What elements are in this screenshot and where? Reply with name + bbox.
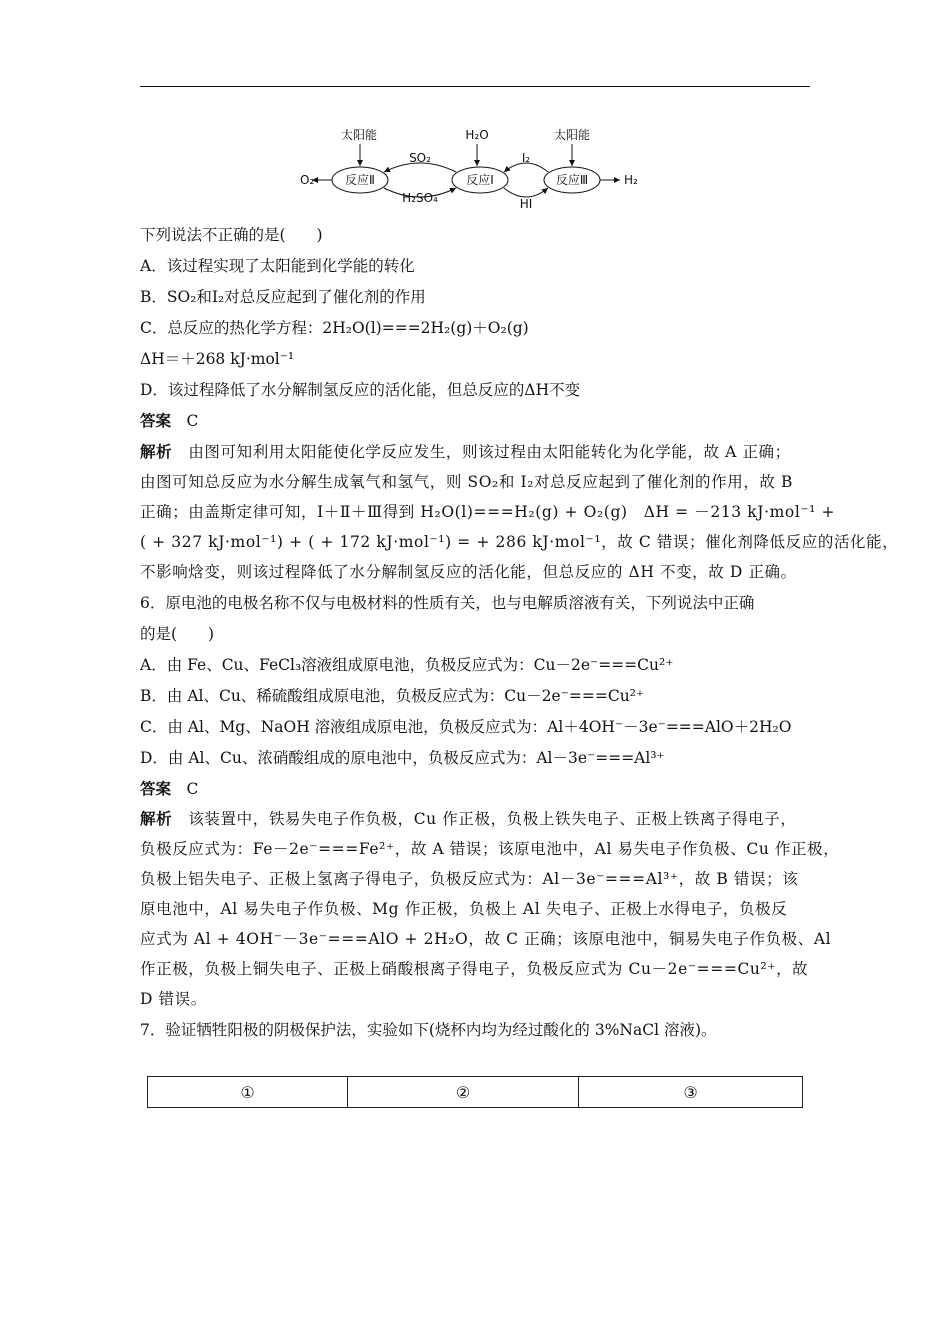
q6-answer-label: 答案 — [140, 780, 172, 798]
table-header-cell: ① — [148, 1077, 348, 1108]
reaction-1-label: 反应Ⅰ — [466, 173, 494, 187]
q5-option-c-enthalpy: ΔH＝＋268 kJ·mol⁻¹ — [140, 350, 295, 368]
o2-label: O₂ — [300, 173, 315, 187]
q5-analysis-line-3: 正确；由盖斯定律可知，Ⅰ＋Ⅱ＋Ⅲ得到 H₂O(l)===H₂(g) + O₂(g) ΔH = －213 kJ·mol⁻¹ + — [140, 503, 836, 521]
q6-option-c: C．由 Al、Mg、NaOH 溶液组成原电池，负极反应式为：Al＋4OH⁻－3e⁻===AlO＋2H₂O — [140, 718, 792, 736]
sun-right-label: 太阳能 — [553, 128, 591, 142]
q5-answer — [140, 411, 198, 431]
q5-analysis-line-4: ( + 327 kJ·mol⁻¹) + ( + 172 kJ·mol⁻¹) = + 286 kJ·mol⁻¹，故 C 错误；催化剂降低反应的活化能， — [140, 533, 899, 551]
q6-analysis-line-4: 原电池中，Al 易失电子作负极、Mg 作正极，负极上 Al 失电子、正极上水得电子，负极反 — [140, 900, 788, 918]
q5-analysis-line-1 — [140, 442, 791, 462]
q6-stem-line-1: 6．原电池的电极名称不仅与电极材料的性质有关，也与电解质溶液有关，下列说法中正确 — [140, 594, 755, 612]
q6-analysis-text-1: 该装置中，铁易失电子作负极，Cu 作正极，负极上铁失电子、正极上铁离子得电子， — [188, 810, 797, 828]
q6-analysis-line-3: 负极上铝失电子、正极上氢离子得电子，负极反应式为：Al－3e⁻===Al³⁺，故 B 错误；该 — [140, 870, 799, 888]
q5-answer-label: 答案 — [140, 412, 172, 430]
reaction-cycle-svg — [300, 122, 650, 214]
q6-option-d: D．由 Al、Cu、浓硝酸组成的原电池中，负极反应式为：Al－3e⁻===Al³⁺ — [140, 749, 665, 767]
q6-option-b: B．由 Al、Cu、稀硫酸组成原电池，负极反应式为：Cu－2e⁻===Cu²⁺ — [140, 687, 645, 705]
q5-analysis-text-1: 由图可知利用太阳能使化学反应发生，则该过程由太阳能转化为化学能，故 A 正确； — [188, 443, 791, 461]
q5-option-d: D．该过程降低了水分解制氢反应的活化能，但总反应的ΔH不变 — [140, 381, 581, 399]
q6-analysis-label: 解析 — [140, 810, 173, 828]
so2-label: SO₂ — [409, 151, 431, 165]
h2-label: H₂ — [624, 173, 638, 187]
q6-answer — [140, 779, 198, 799]
q5-option-b: B．SO₂和I₂对总反应起到了催化剂的作用 — [140, 288, 426, 306]
reaction-cycle-diagram — [300, 122, 650, 214]
reaction-2-label: 反应Ⅱ — [345, 173, 375, 187]
q6-answer-value: C — [186, 780, 199, 798]
q6-option-a: A．由 Fe、Cu、FeCl₃溶液组成原电池，负极反应式为：Cu－2e⁻===Cu²⁺ — [140, 656, 674, 674]
q5-option-c: C．总反应的热化学方程：2H₂O(l)===2H₂(g)＋O₂(g) — [140, 319, 529, 337]
q6-analysis-line-5: 应式为 Al + 4OH⁻－3e⁻===AlO + 2H₂O，故 C 正确；该原电池中，铜易失电子作负极、Al — [140, 930, 832, 948]
q6-analysis-line-2: 负极反应式为：Fe－2e⁻===Fe²⁺，故 A 错误；该原电池中，Al 易失电子作负极、Cu 作正极， — [140, 840, 840, 858]
hi-label: HI — [519, 197, 533, 211]
q6-analysis-line-7: D 错误。 — [140, 990, 207, 1008]
q5-analysis-line-2: 由图可知总反应为水分解生成氧气和氢气，则 SO₂和 I₂对总反应起到了催化剂的作用，故 B — [140, 473, 794, 491]
q6-analysis-line-1 — [140, 809, 796, 829]
table-header-row — [148, 1077, 803, 1108]
i2-label: I₂ — [521, 151, 531, 165]
q5-stem: 下列说法不正确的是( ) — [140, 226, 323, 244]
q5-analysis-line-5: 不影响焓变，则该过程降低了水分解制氢反应的活化能，但总反应的 ΔH 不变，故 D 正确。 — [140, 563, 797, 581]
experiment-table — [147, 1076, 803, 1108]
water-label: H₂O — [465, 128, 489, 142]
header-rule — [140, 86, 810, 87]
table-header-cell: ② — [348, 1077, 579, 1108]
q5-option-a: A．该过程实现了太阳能到化学能的转化 — [140, 257, 415, 275]
q7-stem: 7．验证牺牲阳极的阴极保护法，实验如下(烧杯内均为经过酸化的 3%NaCl 溶液)。 — [140, 1021, 717, 1039]
q6-stem-line-2: 的是( ) — [140, 625, 215, 643]
q5-analysis-label: 解析 — [140, 443, 173, 461]
q6-analysis-line-6: 作正极，负极上铜失电子、正极上硝酸根离子得电子，负极反应式为 Cu－2e⁻===Cu²⁺，故 — [140, 960, 809, 978]
table-header-cell: ③ — [579, 1077, 803, 1108]
q5-answer-value: C — [186, 412, 199, 430]
reaction-3-label: 反应Ⅲ — [555, 173, 589, 187]
sun-left-label: 太阳能 — [340, 128, 378, 142]
h2so4-label: H₂SO₄ — [402, 191, 438, 205]
